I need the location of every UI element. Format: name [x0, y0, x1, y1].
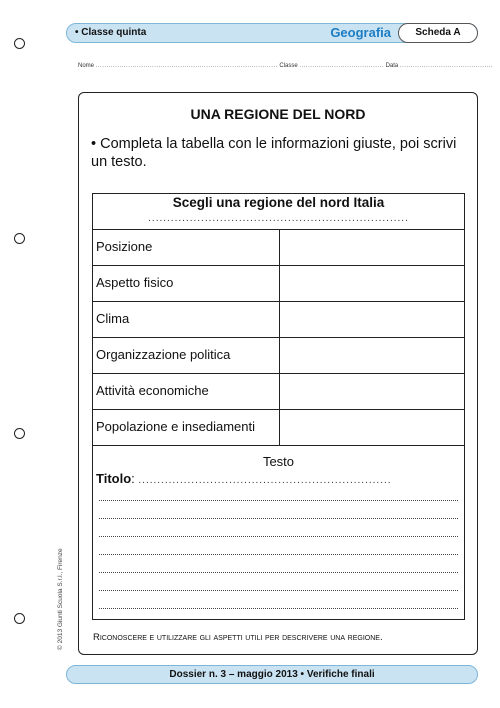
text-heading: Testo	[262, 454, 295, 469]
date-label: Data	[385, 63, 399, 69]
table-row	[93, 266, 464, 302]
sheet-badge: Scheda A	[398, 23, 478, 43]
subject-label: Geografia	[330, 25, 391, 40]
writing-line[interactable]	[99, 608, 458, 609]
row-label: Clima	[96, 311, 130, 326]
row-label: Posizione	[96, 239, 153, 254]
binder-hole	[14, 428, 25, 439]
writing-line[interactable]	[99, 536, 458, 537]
text-section	[93, 446, 464, 621]
title-blank[interactable]: ...................................................................	[138, 475, 392, 486]
writing-line[interactable]	[99, 500, 458, 501]
answer-cell[interactable]	[279, 266, 464, 301]
footer-band	[66, 665, 478, 684]
header-band	[66, 23, 478, 43]
table-row	[93, 302, 464, 338]
name-blank[interactable]: ....................................................................................	[95, 63, 278, 69]
title-line[interactable]	[96, 471, 392, 486]
writing-line[interactable]	[99, 518, 458, 519]
name-label: Nome	[78, 63, 95, 69]
binder-hole	[14, 233, 25, 244]
answer-cell[interactable]	[279, 374, 464, 409]
row-label: Organizzazione politica	[96, 347, 231, 362]
title-colon: :	[131, 471, 135, 486]
worksheet-frame	[78, 92, 478, 655]
answer-cell[interactable]	[279, 410, 464, 445]
answer-cell[interactable]	[279, 230, 464, 265]
table-heading-text: Scegli una regione del nord Italia	[172, 195, 385, 210]
class-blank[interactable]: .......................................	[299, 63, 384, 69]
instruction-text: • Completa la tabella con le informazioni giuste, poi scrivi un testo.	[91, 136, 457, 170]
table-row	[93, 410, 464, 446]
writing-line[interactable]	[99, 590, 458, 591]
info-table	[92, 193, 465, 620]
learning-objective: Riconoscere e utilizzare gli aspetti utili per descrivere una regione.	[93, 632, 383, 643]
title-label: Titolo	[96, 471, 132, 486]
copyright-notice: © 2013 Giunti Scuola S.r.l., Firenze	[57, 548, 64, 650]
writing-line[interactable]	[99, 554, 458, 555]
class-label: Classe	[279, 63, 298, 69]
binder-hole	[14, 613, 25, 624]
table-row	[93, 374, 464, 410]
answer-cell[interactable]	[279, 338, 464, 373]
row-label: Attività economiche	[96, 383, 209, 398]
table-heading	[93, 194, 464, 230]
date-blank[interactable]: ...........................................	[399, 63, 494, 69]
name-row	[78, 63, 494, 69]
row-label: Popolazione e insediamenti	[96, 419, 255, 434]
worksheet-title: UNA REGIONE DEL NORD	[190, 106, 366, 122]
binder-hole	[14, 38, 25, 49]
footer-text: Dossier n. 3 – maggio 2013 • Verifiche finali	[169, 669, 375, 680]
table-row	[93, 338, 464, 374]
writing-line[interactable]	[99, 572, 458, 573]
row-label: Aspetto fisico	[96, 275, 174, 290]
answer-cell[interactable]	[279, 302, 464, 337]
table-row	[93, 230, 464, 266]
grade-label: • Classe quinta	[75, 27, 147, 38]
region-blank[interactable]: .....................................................................	[148, 213, 409, 224]
